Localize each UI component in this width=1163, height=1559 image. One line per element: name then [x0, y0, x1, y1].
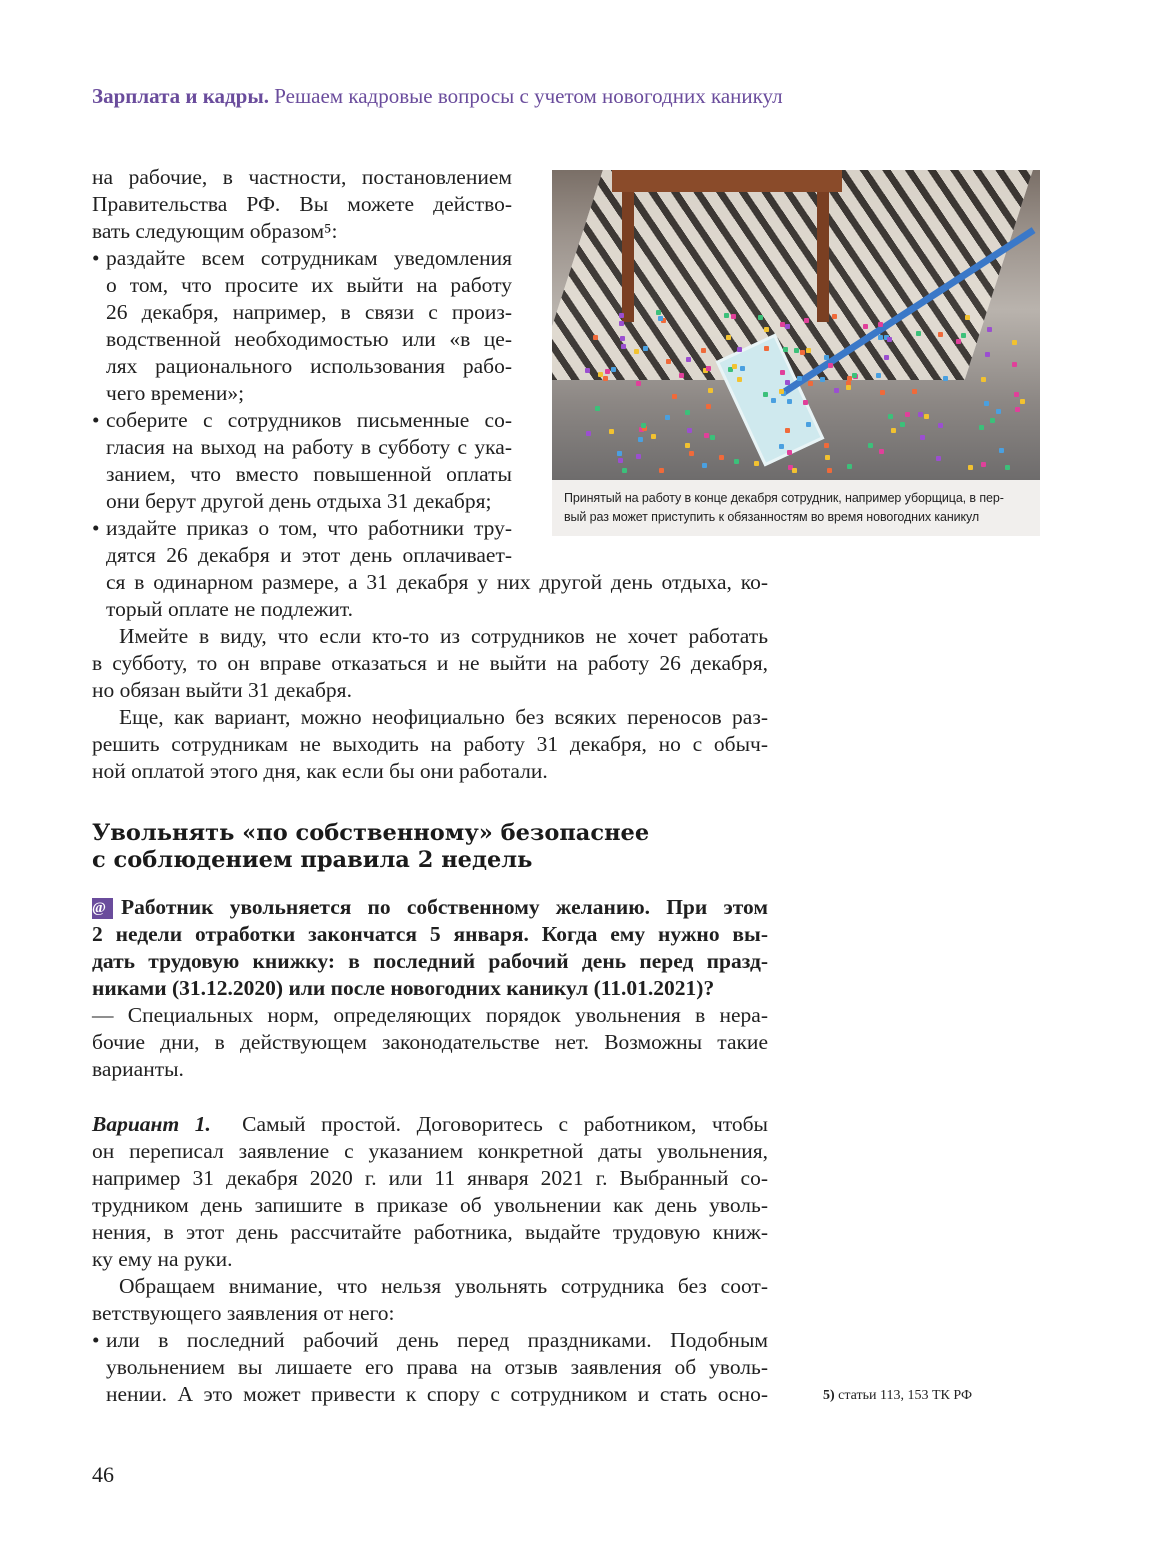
line-text: на рабочие, в частности, постановлением [92, 165, 512, 189]
footnote-text: статьи 113, 153 ТК РФ [838, 1388, 972, 1403]
line-text: решить сотрудникам не выходить на работу 31 декабря, но с обыч- [92, 732, 768, 756]
confetti-piece [938, 332, 943, 337]
confetti-piece [771, 398, 776, 403]
line-text: дятся 26 декабря и этот день оплачивает- [106, 543, 512, 567]
confetti-piece [797, 376, 802, 381]
line-text: лях рационального использования рабо- [106, 354, 512, 378]
confetti-piece [792, 468, 797, 473]
line-text: в субботу, то он вправе отказаться и не выйти на работу 26 декабря, [92, 651, 768, 675]
bullet-icon: • [92, 408, 100, 432]
paragraph-line [92, 218, 512, 245]
confetti-piece [787, 450, 792, 455]
paragraph-line [92, 1300, 768, 1327]
line-text: ной оплатой этого дня, как если бы они работали. [92, 759, 548, 783]
confetti-piece [905, 412, 910, 417]
answer-line: варианты. [92, 1057, 184, 1081]
bullet-line [92, 299, 512, 326]
confetti-piece [785, 428, 790, 433]
bullet-icon: • [92, 1328, 100, 1352]
line-text: нении. А это может привести к спору с сотрудником и стать осно- [106, 1382, 768, 1406]
heading-line: с соблюдением правила 2 недель [92, 847, 533, 873]
line-text: издайте приказ о том, что работники тру- [106, 516, 512, 540]
answer-line: — Специальных норм, определяющих порядок увольнения в нера- [92, 1003, 768, 1027]
variant-1-block [92, 1111, 768, 1408]
confetti-piece [961, 333, 966, 338]
heading-line: Увольнять «по собственному» безопаснее [92, 820, 650, 846]
confetti-piece [880, 390, 885, 395]
bullet-line [92, 245, 512, 272]
confetti-piece [820, 377, 825, 382]
bullet-line [92, 569, 768, 596]
line-text: 26 декабря, например, в связи с произ- [106, 300, 512, 324]
line-text: Обращаем внимание, что нельзя увольнять сотрудника без соот- [119, 1274, 768, 1298]
confetti-piece [1015, 407, 1020, 412]
bullet-line [92, 380, 512, 407]
confetti-piece [804, 318, 809, 323]
confetti-piece [828, 363, 833, 368]
confetti-piece [979, 425, 984, 430]
bullet-icon: • [92, 516, 100, 540]
variant-line: он переписал заявление с указанием конкретной даты увольнения, [92, 1139, 768, 1163]
bullet-icon: • [92, 246, 100, 270]
confetti-piece [984, 401, 989, 406]
paragraph-line [92, 704, 768, 731]
line-text: но обязан выйти 31 декабря. [92, 678, 352, 702]
confetti-piece [780, 370, 785, 375]
confetti-piece [825, 455, 830, 460]
confetti-piece [834, 388, 839, 393]
bullet-line [92, 1381, 768, 1408]
confetti-piece [846, 385, 851, 390]
bullet-line [92, 434, 512, 461]
confetti-piece [1012, 340, 1017, 345]
line-text: занием, что вместо повышенной оплаты [106, 462, 512, 486]
running-header-title: Решаем кадровые вопросы с учетом новогодних каникул [274, 84, 783, 108]
confetti-piece [1005, 465, 1010, 470]
paragraph-line [92, 1273, 768, 1300]
confetti-piece [900, 422, 905, 427]
line-text: ся в одинарном размере, а 31 декабря у них другой день отдыха, ко- [106, 570, 768, 594]
confetti-piece [924, 414, 929, 419]
confetti-piece [779, 389, 784, 394]
bullet-line [92, 461, 512, 488]
bullet-line [92, 326, 512, 353]
line-text: гласия на выход на работу в субботу с ука- [106, 435, 512, 459]
paragraph-line [92, 164, 512, 191]
paragraph-line [92, 650, 768, 677]
line-text: о том, что просите их выйти на работу [106, 273, 512, 297]
line-text: вать следующим образом⁵: [92, 219, 338, 243]
confetti-piece [800, 350, 805, 355]
caption-line: Принятый на работу в конце декабря сотрудник, например уборщица, в пер- [564, 491, 1004, 505]
question-line: Работник увольняется по собственному желанию. При этом [121, 895, 768, 919]
confetti-piece [956, 339, 961, 344]
line-text: раздайте всем сотрудникам уведомления [106, 246, 512, 270]
confetti-piece [943, 376, 948, 381]
body-section-1 [92, 164, 768, 785]
line-text: увольнением вы лишаете его права на отзыв заявления об уволь- [106, 1355, 768, 1379]
confetti-piece [987, 327, 992, 332]
confetti-piece [936, 456, 941, 461]
confetti-piece [985, 352, 990, 357]
variant-line: ку ему на руки. [92, 1247, 233, 1271]
paragraph-line [92, 623, 768, 650]
confetti-piece [968, 465, 973, 470]
running-header [92, 84, 783, 109]
section-heading [92, 820, 649, 874]
confetti-piece [806, 422, 811, 427]
confetti-piece [884, 355, 889, 360]
bullet-line [92, 353, 512, 380]
footnote-mark: 5) [823, 1388, 835, 1403]
confetti-piece [803, 400, 808, 405]
confetti-piece [785, 324, 790, 329]
question-line: дать трудовую книжку: в последний рабочий день перед празд- [92, 949, 768, 973]
footnote [823, 1388, 972, 1404]
confetti-piece [916, 331, 921, 336]
confetti-piece [827, 468, 832, 473]
paragraph-line [92, 731, 768, 758]
line-text: торый оплате не подлежит. [106, 597, 354, 621]
confetti-piece [1012, 362, 1017, 367]
line-text: они берут другой день отдыха 31 декабря; [106, 489, 492, 513]
bullet-line [92, 488, 512, 515]
line-text: соберите с сотрудников письменные со- [106, 408, 512, 432]
variant-label: Вариант 1. [92, 1112, 211, 1136]
confetti-piece [832, 314, 837, 319]
confetti-piece [920, 435, 925, 440]
confetti-piece [863, 324, 868, 329]
variant-line: трудником день запишите в приказе об увольнении как день уволь- [92, 1193, 768, 1217]
line-text: Правительства РФ. Вы можете действо- [92, 192, 512, 216]
confetti-piece [806, 348, 811, 353]
line-text: ветствующего заявления от него: [92, 1301, 395, 1325]
confetti-piece [868, 443, 873, 448]
confetti-piece [1014, 392, 1019, 397]
confetti-piece [780, 322, 785, 327]
confetti-piece [787, 399, 792, 404]
confetti-piece [891, 428, 896, 433]
confetti-piece [785, 380, 790, 385]
variant-line: Самый простой. Договоритесь с работником, чтобы [242, 1112, 769, 1136]
confetti-piece [990, 418, 995, 423]
line-text: чего времени»; [106, 381, 245, 405]
bullet-line [92, 1354, 768, 1381]
confetti-piece [888, 414, 893, 419]
page-number: 46 [92, 1462, 114, 1487]
confetti-piece [879, 449, 884, 454]
bullet-line [92, 1327, 768, 1354]
confetti-piece [996, 409, 1001, 414]
line-text: или в последний рабочий день перед праздниками. Подобным [106, 1328, 768, 1352]
confetti-piece [783, 347, 788, 352]
confetti-piece [887, 337, 892, 342]
paragraph-line [92, 758, 768, 785]
confetti-piece [878, 322, 883, 327]
line-text: Еще, как вариант, можно неофициально без всяких переносов раз- [119, 705, 768, 729]
confetti-piece [999, 448, 1004, 453]
confetti-piece [794, 348, 799, 353]
confetti-piece [981, 462, 986, 467]
running-header-section: Зарплата и кадры. [92, 84, 270, 108]
confetti-piece [918, 412, 923, 417]
bullet-line [92, 596, 768, 623]
confetti-piece [824, 443, 829, 448]
caption-line: вый раз может приступить к обязанностям во время новогодних каникул [564, 510, 980, 524]
confetti-piece [852, 373, 857, 378]
confetti-piece [779, 444, 784, 449]
confetti-piece [1020, 399, 1025, 404]
confetti-piece [808, 381, 813, 386]
confetti-piece [878, 335, 883, 340]
variant-line: например 31 декабря 2020 г. или 11 января 2021 г. Выбранный со- [92, 1166, 768, 1190]
bullet-line [92, 542, 512, 569]
line-text: водственной необходимостью или «в це- [106, 327, 512, 351]
confetti-piece [876, 373, 881, 378]
paragraph-line [92, 191, 512, 218]
bullet-line [92, 515, 512, 542]
confetti-piece [824, 355, 829, 360]
confetti-piece [965, 315, 970, 320]
question-line: никами (31.12.2020) или после новогодних каникул (11.01.2021)? [92, 976, 715, 1000]
variant-line: нения, в этот день рассчитайте работника, выдайте трудовую книж- [92, 1220, 768, 1244]
confetti-piece [938, 423, 943, 428]
answer-line: бочие дни, в действующем законодательстве нет. Возможны такие [92, 1030, 768, 1054]
paragraph-line [92, 677, 768, 704]
bullet-line [92, 272, 512, 299]
question-block [92, 894, 768, 1083]
confetti-piece [981, 377, 986, 382]
bullet-line [92, 407, 512, 434]
confetti-piece [847, 464, 852, 469]
question-line: 2 недели отработки закончатся 5 января. Когда ему нужно вы- [92, 922, 768, 946]
line-text: Имейте в виду, что если кто-то из сотрудников не хочет работать [119, 624, 768, 648]
question-at-icon: @ [92, 898, 113, 919]
confetti-piece [912, 389, 917, 394]
